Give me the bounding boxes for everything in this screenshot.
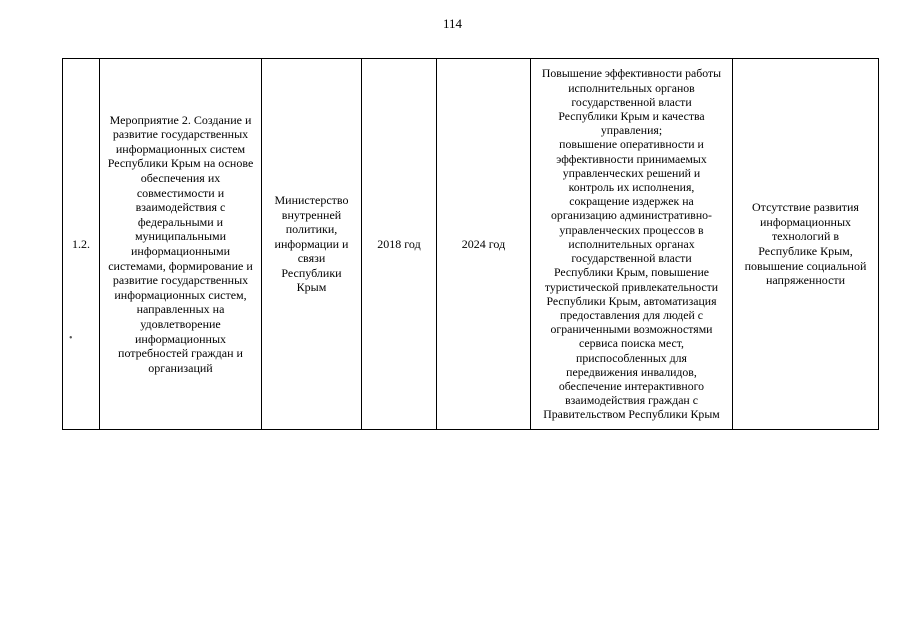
row-index: 1.2.	[72, 236, 90, 251]
activity-description: Мероприятие 2. Создание и развитие государственных информационных систем Республики Крым на основе обеспечения их совместимости и взаимодействия с федеральными и муниципальными информационными системами, формирование и развитие государственных информационных систем, направленных на удовлетворение информационных потребностей граждан и организаций	[107, 112, 254, 375]
end-year: 2024 год	[461, 236, 506, 251]
start-year-cell	[362, 59, 437, 430]
non-implementation-consequences: Отсутствие развития информационных технологий в Республике Крым, повышение социальной напряженности	[744, 200, 867, 288]
table-row	[63, 59, 879, 430]
scan-artifact-dot: •	[69, 333, 73, 344]
expected-result-cell	[531, 59, 733, 430]
start-year: 2018 год	[377, 236, 421, 251]
expected-result: Повышение эффективности работы исполнительных органов государственной власти Республики Крым и качества управления; повышение оперативности и эффективности принимаемых управленческих решений и контроль их исполнения, сокращение издержек на организацию административно- управленческих процессов в исполнительных органах государственной власти Республики Крым, повышение туристической привлекательности Республики Крым, автоматизация предоставления для людей с ограниченными возможностями сервиса поиска мест, приспособленных для передвижения инвалидов, обеспечение интерактивного взаимодействия граждан с Правительством Республики Крым	[541, 66, 722, 422]
activity-cell	[100, 59, 262, 430]
end-year-cell	[437, 59, 531, 430]
consequences-cell	[733, 59, 879, 430]
row-index-cell	[63, 59, 100, 430]
page-number: 114	[442, 16, 463, 31]
responsible-executor: Министерство внутренней политики, информации и связи Республики Крым	[274, 192, 349, 295]
program-activities-table	[62, 58, 879, 430]
executor-cell	[262, 59, 362, 430]
